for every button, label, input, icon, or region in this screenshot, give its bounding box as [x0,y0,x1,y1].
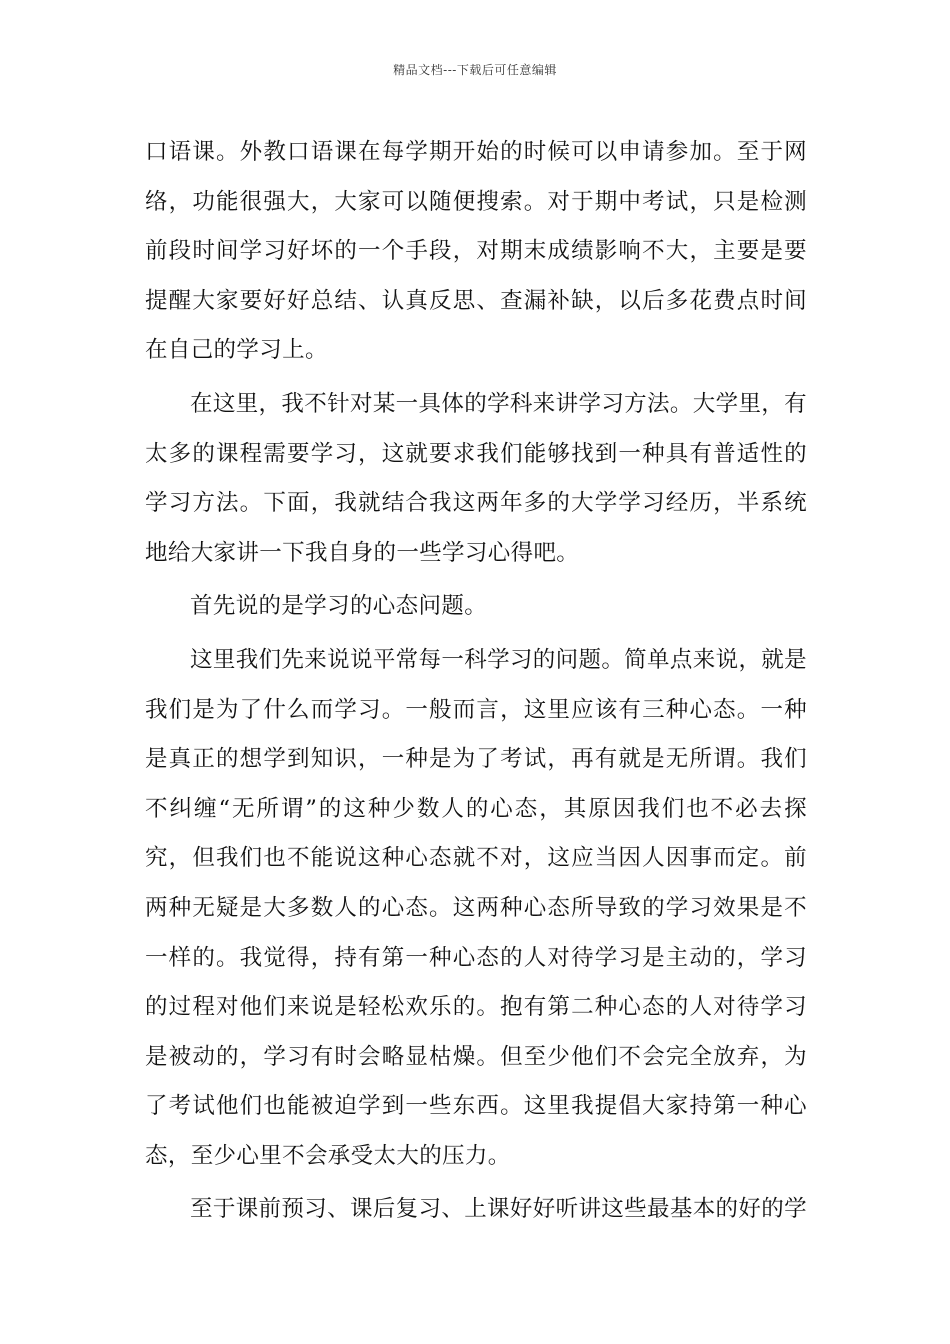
paragraph-1: 口语课。外教口语课在每学期开始的时候可以申请参加。至于网络，功能很强大，大家可以随便搜索。对于期中考试，只是检测前段时间学习好坏的一个手段，对期末成绩影响不大，主要是要提醒大家要好好总结、认真反思、查漏补缺，以后多花费点时间在自己的学习上。 [145,139,807,364]
paragraph-5: 至于课前预习、课后复习、上课好好听讲这些最基本的好的学 [190,1196,807,1223]
paragraph-2: 在这里，我不针对某一具体的学科来讲学习方法。大学里，有太多的课程需要学习，这就要求我们能够找到一种具有普适性的学习方法。下面，我就结合我这两年多的大学学习经历，半系统地给大家讲一下我自身的一些学习心得吧。 [145,390,807,566]
page-header: 精品文档---下载后可任意编辑 [393,63,557,77]
paragraph-3: 首先说的是学习的心态问题。 [190,593,488,620]
document-body [145,128,807,1239]
paragraph-4: 这里我们先来说说平常每一科学习的问题。简单点来说，就是我们是为了什么而学习。一般而言，这里应该有三种心态。一种是真正的想学到知识，一种是为了考试，再有就是无所谓。我们不纠缠“无所谓”的这种少数人的心态，其原因我们也不必去探究，但我们也不能说这种心态就不对，这应当因人因事而定。前两种无疑是大多数人的心态。这两种心态所导致的学习效果是不一样的。我觉得，持有第一种心态的人对待学习是主动的，学习的过程对他们来说是轻松欢乐的。抱有第二种心态的人对待学习是被动的，学习有时会略显枯燥。但至少他们不会完全放弃，为了考试他们也能被迫学到一些东西。这里我提倡大家持第一种心态，至少心里不会承受太大的压力。 [145,646,807,1169]
